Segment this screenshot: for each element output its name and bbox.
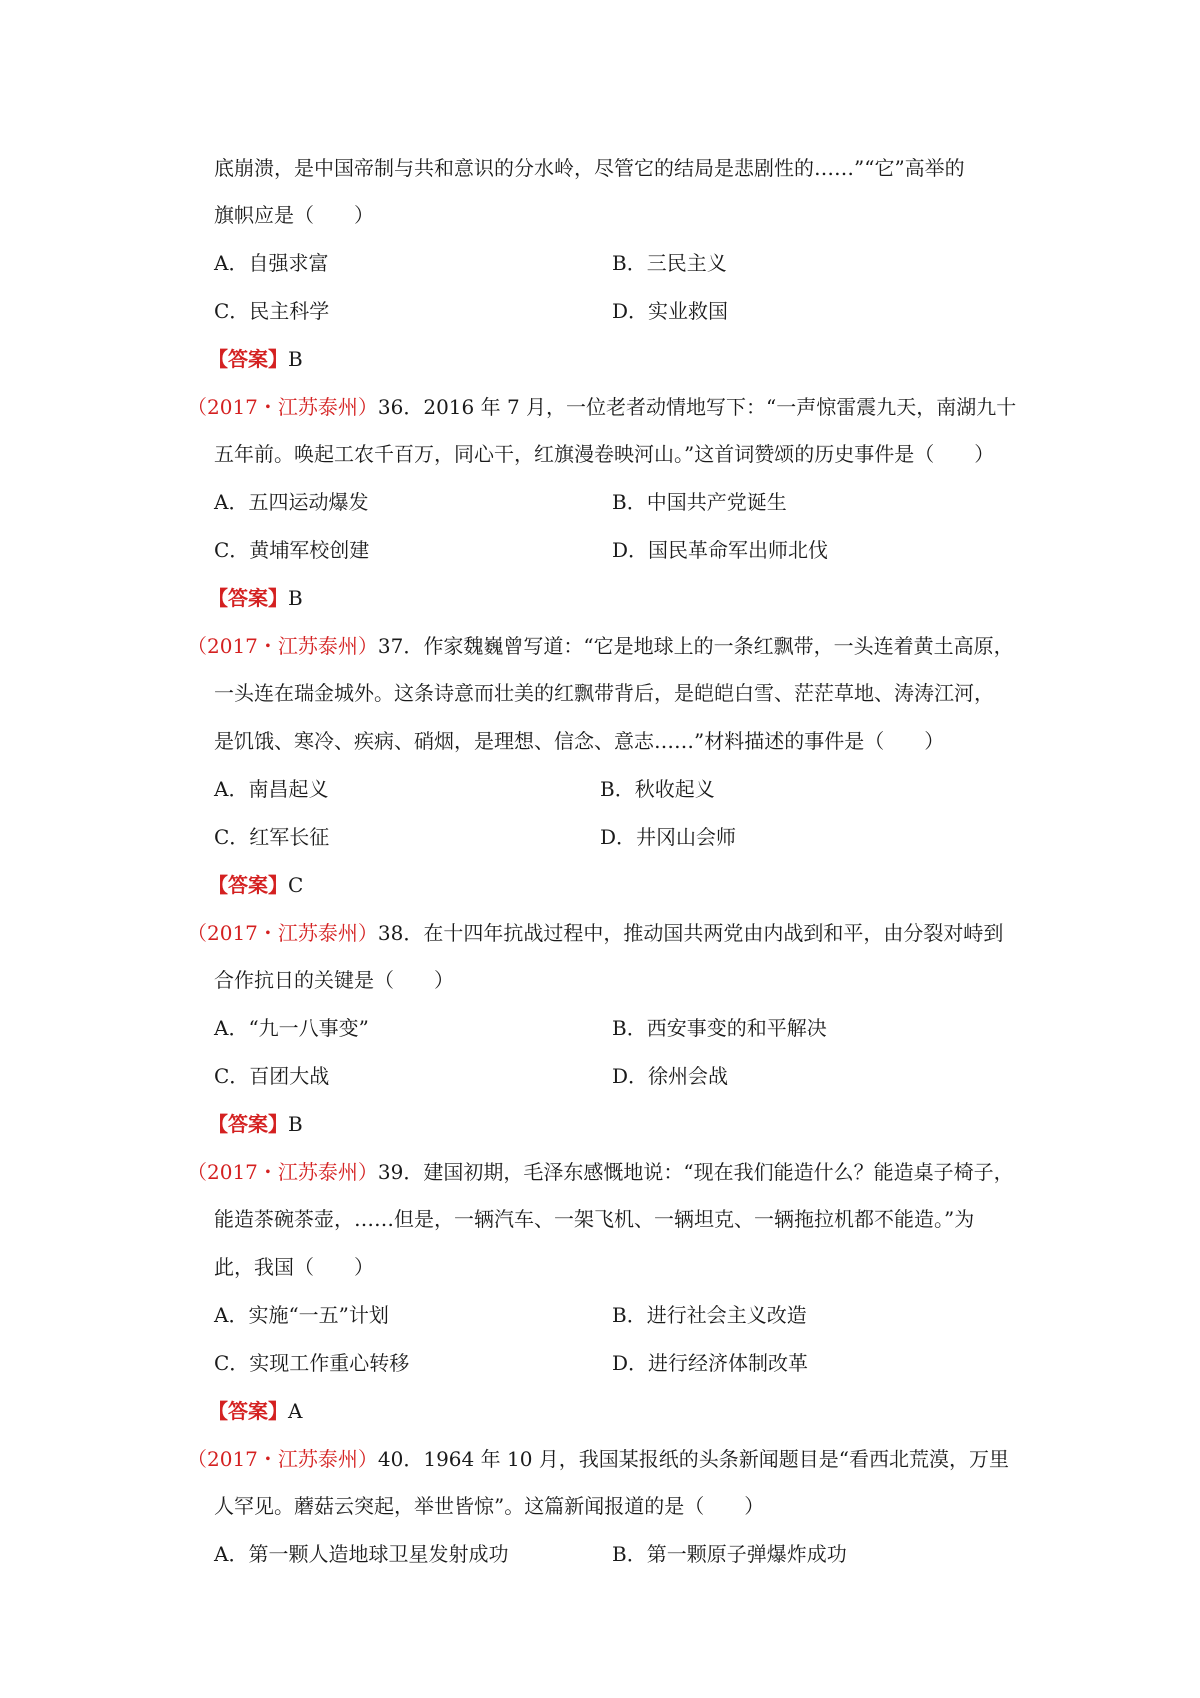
q39-option-d: D．进行经济体制改革 [612,1351,809,1375]
q38-option-b: B．西安事变的和平解决 [612,1016,827,1040]
q36-stem-line-2: 五年前。唤起工农千百万，同心干，红旗漫卷映河山。”这首词赞颂的历史事件是（ ） [214,442,995,466]
q37-answer [208,870,303,900]
q40-option-b: B．第一颗原子弹爆炸成功 [612,1542,847,1566]
q39-option-b: B．进行社会主义改造 [612,1303,807,1327]
q37-stem-line-1 [187,631,1014,661]
q38-answer [208,1109,303,1139]
q37-option-b: B．秋收起义 [600,777,715,801]
q36-stem-line-1 [187,392,1016,422]
q37-option-a: A．南昌起义 [214,777,329,801]
q40-stem-text: 40．1964 年 10 月，我国某报纸的头条新闻题目是“看西北荒漠，万里 [377,1447,1009,1471]
q36-stem-text: 36．2016 年 7 月，一位老者动情地写下：“一声惊雷震九天，南湖九十 [377,395,1017,419]
q36-option-c: C．黄埔军校创建 [214,538,370,562]
q38-stem-line-1 [187,918,1003,948]
answer-value: B [288,347,303,371]
q39-stem-text: 39．建国初期，毛泽东感慨地说：“现在我们能造什么？能造桌子椅子， [377,1160,1014,1184]
q39-stem-line-3: 此，我国（ ） [214,1255,374,1279]
q39-option-a: A．实施“一五”计划 [214,1303,389,1327]
q36-option-a: A．五四运动爆发 [214,490,369,514]
q35-option-a: A．自强求富 [214,251,329,275]
q39-answer [208,1396,302,1426]
q40-stem-line-2: 人罕见。蘑菇云突起，举世皆惊”。这篇新闻报道的是（ ） [214,1494,765,1518]
q40-option-a: A．第一颗人造地球卫星发射成功 [214,1542,509,1566]
q35-option-d: D．实业救国 [612,299,729,323]
answer-label: 【答案】 [208,873,288,897]
q35-stem-line-2: 旗帜应是（ ） [214,203,374,227]
q37-stem-line-2: 一头连在瑞金城外。这条诗意而壮美的红飘带背后，是皑皑白雪、茫茫草地、涛涛江河， [214,681,994,705]
q39-stem-line-1 [187,1157,1014,1187]
q38-option-c: C．百团大战 [214,1064,330,1088]
source-tag: （2017・江苏泰州） [187,1160,378,1184]
answer-value: B [288,586,303,610]
q39-stem-line-2: 能造茶碗茶壶，……但是，一辆汽车、一架飞机、一辆坦克、一辆拖拉机都不能造。”为 [214,1207,975,1231]
q38-option-a: A．“九一八事变” [214,1016,369,1040]
answer-label: 【答案】 [208,586,288,610]
q36-option-b: B．中国共产党诞生 [612,490,787,514]
answer-value: B [288,1112,303,1136]
q35-option-b: B．三民主义 [612,251,727,275]
source-tag: （2017・江苏泰州） [187,634,378,658]
q37-stem-line-3: 是饥饿、寒冷、疾病、硝烟，是理想、信念、意志……”材料描述的事件是（ ） [214,729,945,753]
q36-option-d: D．国民革命军出师北伐 [612,538,829,562]
q38-option-d: D．徐州会战 [612,1064,729,1088]
q38-stem-line-2: 合作抗日的关键是（ ） [214,968,454,992]
q38-stem-text: 38．在十四年抗战过程中，推动国共两党由内战到和平，由分裂对峙到 [377,921,1004,945]
answer-label: 【答案】 [208,347,288,371]
q37-option-c: C．红军长征 [214,825,330,849]
source-tag: （2017・江苏泰州） [187,1447,378,1471]
q39-option-c: C．实现工作重心转移 [214,1351,410,1375]
q37-option-d: D．井冈山会师 [600,825,737,849]
q35-answer [208,344,303,374]
q35-stem-line-1: 底崩溃，是中国帝制与共和意识的分水岭，尽管它的结局是悲剧性的……”“它”高举的 [214,156,965,180]
answer-value: C [288,873,304,897]
answer-label: 【答案】 [208,1399,288,1423]
q36-answer [208,583,303,613]
answer-label: 【答案】 [208,1112,288,1136]
q37-stem-text: 37．作家魏巍曾写道：“它是地球上的一条红飘带，一头连着黄土高原， [377,634,1014,658]
q40-stem-line-1 [187,1444,1009,1474]
q35-option-c: C．民主科学 [214,299,330,323]
answer-value: A [288,1399,303,1423]
source-tag: （2017・江苏泰州） [187,395,378,419]
source-tag: （2017・江苏泰州） [187,921,378,945]
